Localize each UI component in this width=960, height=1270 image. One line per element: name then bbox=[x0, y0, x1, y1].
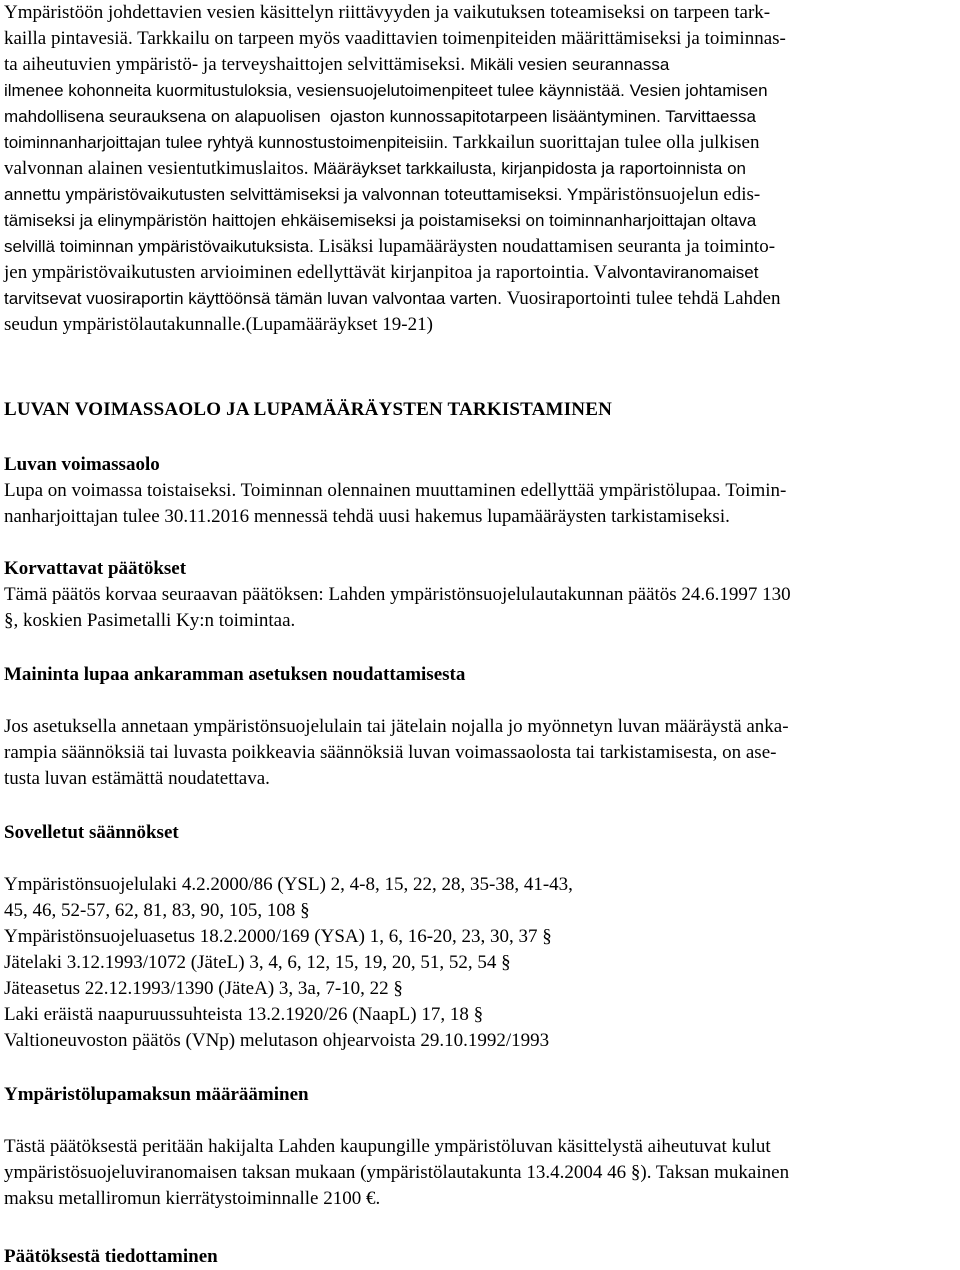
text-run: annettu ympäristövaikutusten selvittämiseksi ja valvonnan toteuttamiseksi. Y bbox=[4, 185, 579, 204]
intro-line: mahdollisena seurauksena on alapuolisen ojaston kunnossapitotarpeen lisääntyminen. Tarvittaessa bbox=[4, 107, 756, 126]
paragraph-line: §, koskien Pasimetalli Ky:n toimintaa. bbox=[4, 610, 296, 631]
section-heading: Luvan voimassaolo bbox=[4, 454, 160, 475]
section-heading: Ympäristölupamaksun määrääminen bbox=[4, 1084, 309, 1105]
paragraph-line: Tämä päätös korvaa seuraavan päätöksen: Lahden ympäristönsuojelulautakunnan päätös 24.6.1997 130 bbox=[4, 584, 791, 605]
section-heading: Korvattavat päätökset bbox=[4, 558, 187, 579]
section-heading: Sovelletut säännökset bbox=[4, 822, 179, 843]
intro-line bbox=[4, 286, 780, 312]
text-run: seudun ympäristölautakunnalle. bbox=[4, 314, 246, 335]
text-run: ta aiheutuvien ympäristö- ja terveyshaittojen selvittämiseksi. bbox=[4, 54, 470, 75]
paragraph-line: nanharjoittajan tulee 30.11.2016 mennessä tehdä uusi hakemus lupamääräysten tarkistamiseksi. bbox=[4, 506, 730, 527]
paragraph-line: Jos asetuksella annetaan ympäristönsuojelulain tai jätelain nojalla jo myönnetyn luvan määräystä anka- bbox=[4, 716, 789, 737]
intro-line: ilmenee kohonneita kuormitustuloksia, vesiensuojelutoimenpiteet tulee käynnistää. Vesien johtamisen bbox=[4, 81, 768, 100]
text-run: (Lupamääräykset 19-21) bbox=[245, 314, 433, 335]
intro-line bbox=[4, 260, 758, 286]
paragraph-line: Jätelaki 3.12.1993/1072 (JäteL) 3, 4, 6, 12, 15, 19, 20, 51, 52, 54 § bbox=[4, 952, 511, 973]
section-main-heading: LUVAN VOIMASSAOLO JA LUPAMÄÄRÄYSTEN TARKISTAMINEN bbox=[4, 399, 613, 420]
text-run: alvontaviranomaiset bbox=[607, 263, 759, 282]
text-run: tarvitsevat vuosiraportin käyttöönsä tämän luvan valvontaa varten. bbox=[4, 289, 507, 308]
intro-line: kailla pintavesiä. Tarkkailu on tarpeen myös vaadittavien toimenpiteiden määrittämiseksi ja toiminnas- bbox=[4, 28, 786, 49]
paragraph-line: maksu metalliromun kierrätystoiminnalle 2100 €. bbox=[4, 1188, 381, 1209]
section-heading: Päätöksestä tiedottaminen bbox=[4, 1246, 218, 1267]
text-run: Mikäli vesien seurannassa bbox=[469, 55, 670, 74]
paragraph-line: Valtioneuvoston päätös (VNp) melutason ohjearvoista 29.10.1992/1993 bbox=[4, 1030, 550, 1051]
text-run: jen ympäristövaikutusten arvioiminen edellyttävät kirjanpitoa ja raportointia. V bbox=[4, 262, 608, 283]
paragraph-line: 45, 46, 52-57, 62, 81, 83, 90, 105, 108 § bbox=[4, 900, 310, 921]
section-heading: Maininta lupaa ankaramman asetuksen noudattamisesta bbox=[4, 664, 466, 685]
text-run: selvillä toiminnan ympäristövaikutuksista. bbox=[4, 237, 319, 256]
intro-line bbox=[4, 52, 669, 78]
paragraph-line: rampia säännöksiä tai luvasta poikkeavia säännöksiä luvan voimassaolosta tai tarkistamisesta, on ase- bbox=[4, 742, 777, 763]
intro-line bbox=[4, 156, 746, 182]
paragraph-line: Ympäristönsuojelulaki 4.2.2000/86 (YSL) 2, 4-8, 15, 22, 28, 35-38, 41-43, bbox=[4, 874, 573, 895]
intro-line bbox=[4, 182, 760, 208]
intro-line: tämiseksi ja elinympäristön haittojen ehkäisemiseksi ja poistamiseksi on toiminnanharjoittajan oltava bbox=[4, 211, 757, 230]
intro-line bbox=[4, 130, 760, 156]
paragraph-line: Lupa on voimassa toistaiseksi. Toiminnan olennainen muuttaminen edellyttää ympäristölupaa. Toimin- bbox=[4, 480, 787, 501]
text-run: Lisäksi lupamääräysten noudattamisen seuranta ja toiminto- bbox=[318, 236, 776, 257]
text-run: arkkailun suorittajan tulee olla julkisen bbox=[462, 132, 760, 153]
paragraph-line: Laki eräistä naapuruussuhteista 13.2.1920/26 (NaapL) 17, 18 § bbox=[4, 1004, 484, 1025]
text-run: mpäristönsuojelun edis- bbox=[578, 184, 761, 205]
paragraph-line: Jäteasetus 22.12.1993/1390 (JäteA) 3, 3a, 7-10, 22 § bbox=[4, 978, 403, 999]
paragraph-line: ympäristösuojeluviranomaisen taksan mukaan (ympäristölautakunta 13.4.2004 46 §). Taksan mukainen bbox=[4, 1162, 790, 1183]
text-run: toiminnanharjoittajan tulee ryhtyä kunnostustoimenpiteisiin. T bbox=[4, 133, 463, 152]
paragraph-line: tusta luvan estämättä noudatettava. bbox=[4, 768, 270, 789]
text-run: Määräykset tarkkailusta, kirjanpidosta ja raportoinnista on bbox=[313, 159, 746, 178]
text-run: Vuosiraportointi tulee tehdä Lahden bbox=[506, 288, 781, 309]
intro-line: Ympäristöön johdettavien vesien käsittelyn riittävyyden ja vaikutuksen toteamiseksi on tarpeen tark- bbox=[4, 2, 771, 23]
text-run: valvonnan alainen vesientutkimuslaitos. bbox=[4, 158, 314, 179]
paragraph-line: Tästä päätöksestä peritään hakijalta Lahden kaupungille ympäristöluvan käsittelystä aiheutuvat kulut bbox=[4, 1136, 771, 1157]
intro-line bbox=[4, 234, 775, 260]
intro-line bbox=[4, 312, 433, 338]
paragraph-line: Ympäristönsuojeluasetus 18.2.2000/169 (YSA) 1, 6, 16-20, 23, 30, 37 § bbox=[4, 926, 552, 947]
